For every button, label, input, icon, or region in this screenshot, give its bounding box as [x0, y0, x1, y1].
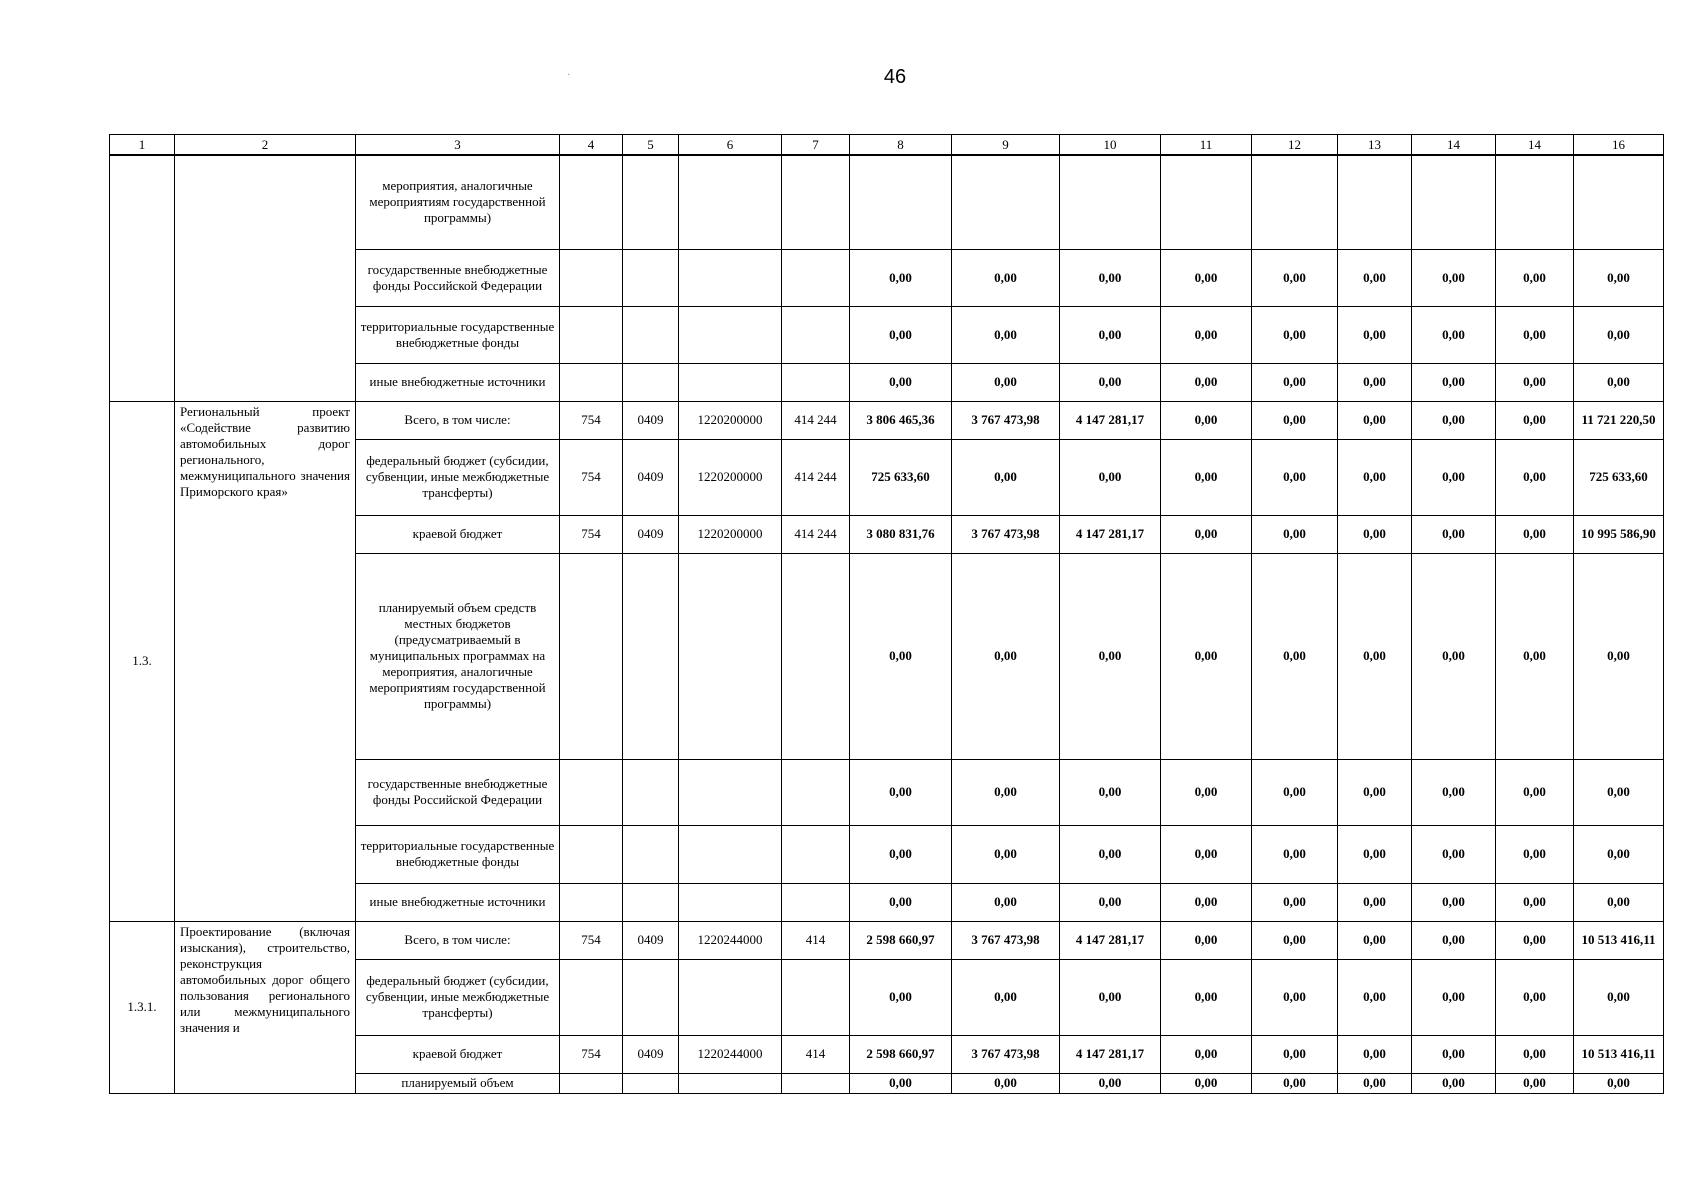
value-cell: 0,00 — [1252, 553, 1338, 759]
value-cell: 4 147 281,17 — [1060, 401, 1161, 439]
value-cell: 725 633,60 — [850, 439, 952, 515]
value-cell: 0,00 — [850, 553, 952, 759]
value-cell: 725 633,60 — [1574, 439, 1664, 515]
value-cell: 0,00 — [1412, 515, 1496, 553]
value-cell: 0,00 — [952, 883, 1060, 921]
value-cell: 0,00 — [850, 1073, 952, 1093]
source-label: Всего, в том числе: — [356, 401, 560, 439]
value-cell: 0,00 — [1574, 553, 1664, 759]
source-label: федеральный бюджет (субсидии, субвенции, иные межбюджетные трансферты) — [356, 959, 560, 1035]
value-cell: 0,00 — [1574, 363, 1664, 401]
value-cell: 3 767 473,98 — [952, 921, 1060, 959]
value-cell: 0,00 — [1060, 439, 1161, 515]
value-cell: 0,00 — [1338, 825, 1412, 883]
grbs-cell: 754 — [560, 439, 623, 515]
source-label: планируемый объем — [356, 1073, 560, 1093]
value-cell: 0,00 — [1338, 306, 1412, 363]
vr-cell: 414 — [782, 921, 850, 959]
value-cell: 0,00 — [1496, 759, 1574, 825]
header-cell: 9 — [952, 135, 1060, 156]
source-label: краевой бюджет — [356, 515, 560, 553]
value-cell: 0,00 — [1412, 553, 1496, 759]
rzpr-cell: 0409 — [623, 515, 679, 553]
value-cell: 4 147 281,17 — [1060, 921, 1161, 959]
value-cell: 0,00 — [1161, 825, 1252, 883]
value-cell: 2 598 660,97 — [850, 921, 952, 959]
value-cell: 0,00 — [1496, 1073, 1574, 1093]
value-cell: 0,00 — [1496, 959, 1574, 1035]
value-cell: 0,00 — [1338, 249, 1412, 306]
value-cell: 0,00 — [1252, 921, 1338, 959]
value-cell: 0,00 — [952, 1073, 1060, 1093]
grbs-cell: 754 — [560, 401, 623, 439]
table-header-row — [110, 135, 1664, 156]
value-cell: 0,00 — [1060, 825, 1161, 883]
value-cell: 0,00 — [1060, 759, 1161, 825]
value-cell: 0,00 — [952, 825, 1060, 883]
csr-cell: 1220200000 — [679, 401, 782, 439]
value-cell: 0,00 — [952, 363, 1060, 401]
value-cell: 0,00 — [1412, 249, 1496, 306]
item-name-cell: Проектирование (включая изыскания), строительство, реконструкция автомобильных дорог общего пользования регионального или межмуниципального значения и — [175, 921, 356, 1093]
header-cell: 7 — [782, 135, 850, 156]
value-cell: 0,00 — [1252, 439, 1338, 515]
csr-cell: 1220200000 — [679, 515, 782, 553]
value-cell: 0,00 — [1574, 306, 1664, 363]
value-cell: 0,00 — [1060, 363, 1161, 401]
value-cell: 0,00 — [1338, 553, 1412, 759]
value-cell: 0,00 — [1252, 363, 1338, 401]
value-cell: 0,00 — [850, 363, 952, 401]
rzpr-cell: 0409 — [623, 921, 679, 959]
value-cell: 0,00 — [1412, 306, 1496, 363]
source-label: федеральный бюджет (субсидии, субвенции, иные межбюджетные трансферты) — [356, 439, 560, 515]
value-cell: 0,00 — [1060, 553, 1161, 759]
value-cell: 0,00 — [1496, 883, 1574, 921]
header-cell: 14 — [1412, 135, 1496, 156]
value-cell: 0,00 — [1161, 883, 1252, 921]
value-cell: 0,00 — [1161, 306, 1252, 363]
item-number-cell: 1.3.1. — [110, 921, 175, 1093]
header-cell: 11 — [1161, 135, 1252, 156]
value-cell: 0,00 — [1496, 553, 1574, 759]
value-cell: 0,00 — [1338, 959, 1412, 1035]
value-cell: 0,00 — [1060, 249, 1161, 306]
value-cell: 0,00 — [1252, 306, 1338, 363]
value-cell: 3 806 465,36 — [850, 401, 952, 439]
value-cell: 0,00 — [1496, 515, 1574, 553]
item-name-cell — [175, 155, 356, 401]
value-cell: 0,00 — [1338, 1073, 1412, 1093]
value-cell: 0,00 — [1412, 401, 1496, 439]
value-cell: 0,00 — [1496, 825, 1574, 883]
value-cell: 0,00 — [1338, 921, 1412, 959]
value-cell: 4 147 281,17 — [1060, 515, 1161, 553]
value-cell: 0,00 — [850, 959, 952, 1035]
value-cell: 0,00 — [1574, 249, 1664, 306]
value-cell: 0,00 — [1252, 825, 1338, 883]
value-cell: 0,00 — [1496, 1035, 1574, 1073]
value-cell: 0,00 — [1338, 401, 1412, 439]
value-cell: 0,00 — [1574, 959, 1664, 1035]
value-cell: 0,00 — [1574, 883, 1664, 921]
source-label: планируемый объем средств местных бюджетов (предусматриваемый в муниципальных программах на мероприятия, аналогичные мероприятиям государственной программы) — [356, 553, 560, 759]
page-number: 46 — [883, 66, 907, 88]
source-label: мероприятия, аналогичные мероприятиям государственной программы) — [356, 155, 560, 249]
value-cell: 0,00 — [1412, 1073, 1496, 1093]
header-cell: 16 — [1574, 135, 1664, 156]
source-label: территориальные государственные внебюджетные фонды — [356, 825, 560, 883]
value-cell: 0,00 — [1161, 959, 1252, 1035]
value-cell: 0,00 — [1161, 249, 1252, 306]
header-cell: 4 — [560, 135, 623, 156]
value-cell: 0,00 — [1161, 515, 1252, 553]
header-cell: 5 — [623, 135, 679, 156]
value-cell: 0,00 — [1161, 401, 1252, 439]
value-cell: 0,00 — [1338, 363, 1412, 401]
value-cell: 3 080 831,76 — [850, 515, 952, 553]
value-cell: 3 767 473,98 — [952, 401, 1060, 439]
source-label: иные внебюджетные источники — [356, 363, 560, 401]
header-cell: 6 — [679, 135, 782, 156]
value-cell: 3 767 473,98 — [952, 515, 1060, 553]
source-label: иные внебюджетные источники — [356, 883, 560, 921]
value-cell: 0,00 — [850, 306, 952, 363]
value-cell: 0,00 — [1060, 959, 1161, 1035]
value-cell: 0,00 — [1496, 401, 1574, 439]
vr-cell: 414 244 — [782, 401, 850, 439]
table-row — [110, 401, 1664, 439]
table-row — [110, 921, 1664, 959]
value-cell: 0,00 — [1161, 1073, 1252, 1093]
vr-cell: 414 244 — [782, 515, 850, 553]
rzpr-cell: 0409 — [623, 401, 679, 439]
rzpr-cell: 0409 — [623, 439, 679, 515]
value-cell: 0,00 — [1412, 759, 1496, 825]
value-cell: 4 147 281,17 — [1060, 1035, 1161, 1073]
value-cell: 0,00 — [850, 759, 952, 825]
table-row — [110, 155, 1664, 249]
value-cell: 0,00 — [1496, 249, 1574, 306]
budget-table — [109, 134, 1664, 1094]
scan-speck: · — [567, 70, 571, 81]
value-cell: 3 767 473,98 — [952, 1035, 1060, 1073]
grbs-cell: 754 — [560, 515, 623, 553]
source-label: государственные внебюджетные фонды Российской Федерации — [356, 249, 560, 306]
header-cell: 12 — [1252, 135, 1338, 156]
value-cell: 10 513 416,11 — [1574, 1035, 1664, 1073]
value-cell: 0,00 — [1574, 1073, 1664, 1093]
value-cell: 0,00 — [850, 883, 952, 921]
value-cell: 0,00 — [1252, 1035, 1338, 1073]
value-cell: 0,00 — [1252, 515, 1338, 553]
csr-cell: 1220200000 — [679, 439, 782, 515]
source-label: Всего, в том числе: — [356, 921, 560, 959]
value-cell: 0,00 — [1161, 363, 1252, 401]
value-cell: 0,00 — [1574, 825, 1664, 883]
header-cell: 10 — [1060, 135, 1161, 156]
csr-cell: 1220244000 — [679, 1035, 782, 1073]
rzpr-cell: 0409 — [623, 1035, 679, 1073]
value-cell: 0,00 — [1252, 759, 1338, 825]
value-cell: 0,00 — [1412, 439, 1496, 515]
header-cell: 13 — [1338, 135, 1412, 156]
value-cell: 0,00 — [952, 439, 1060, 515]
value-cell: 0,00 — [1496, 363, 1574, 401]
header-cell: 8 — [850, 135, 952, 156]
value-cell: 0,00 — [1060, 306, 1161, 363]
value-cell: 0,00 — [1161, 921, 1252, 959]
csr-cell: 1220244000 — [679, 921, 782, 959]
value-cell: 0,00 — [1161, 439, 1252, 515]
source-label: краевой бюджет — [356, 1035, 560, 1073]
value-cell: 0,00 — [1574, 759, 1664, 825]
grbs-cell: 754 — [560, 921, 623, 959]
value-cell: 0,00 — [952, 249, 1060, 306]
vr-cell: 414 — [782, 1035, 850, 1073]
value-cell: 0,00 — [1161, 1035, 1252, 1073]
vr-cell: 414 244 — [782, 439, 850, 515]
source-label: государственные внебюджетные фонды Российской Федерации — [356, 759, 560, 825]
value-cell: 0,00 — [850, 825, 952, 883]
value-cell: 0,00 — [1496, 439, 1574, 515]
value-cell: 0,00 — [1252, 401, 1338, 439]
value-cell: 11 721 220,50 — [1574, 401, 1664, 439]
value-cell: 0,00 — [1252, 883, 1338, 921]
value-cell: 0,00 — [1252, 1073, 1338, 1093]
value-cell: 0,00 — [1338, 515, 1412, 553]
value-cell: 0,00 — [1338, 883, 1412, 921]
value-cell: 0,00 — [952, 759, 1060, 825]
source-label: территориальные государственные внебюджетные фонды — [356, 306, 560, 363]
value-cell: 0,00 — [1338, 439, 1412, 515]
item-number-cell: 1.3. — [110, 401, 175, 921]
value-cell: 0,00 — [1060, 883, 1161, 921]
value-cell: 0,00 — [1412, 363, 1496, 401]
value-cell: 0,00 — [1496, 921, 1574, 959]
value-cell: 0,00 — [1060, 1073, 1161, 1093]
item-name-cell: Региональный проект «Содействие развитию автомобильных дорог регионального, межмуниципального значения Приморского края» — [175, 401, 356, 921]
header-cell: 3 — [356, 135, 560, 156]
value-cell: 0,00 — [1412, 921, 1496, 959]
value-cell: 10 513 416,11 — [1574, 921, 1664, 959]
grbs-cell: 754 — [560, 1035, 623, 1073]
value-cell: 10 995 586,90 — [1574, 515, 1664, 553]
value-cell: 0,00 — [952, 306, 1060, 363]
value-cell: 0,00 — [1412, 825, 1496, 883]
value-cell: 0,00 — [1338, 1035, 1412, 1073]
value-cell: 0,00 — [952, 959, 1060, 1035]
value-cell: 0,00 — [1412, 883, 1496, 921]
value-cell: 0,00 — [1252, 959, 1338, 1035]
item-number-cell — [110, 155, 175, 401]
header-cell: 2 — [175, 135, 356, 156]
value-cell: 0,00 — [1338, 759, 1412, 825]
value-cell: 2 598 660,97 — [850, 1035, 952, 1073]
value-cell: 0,00 — [952, 553, 1060, 759]
value-cell: 0,00 — [850, 249, 952, 306]
value-cell: 0,00 — [1496, 306, 1574, 363]
value-cell: 0,00 — [1252, 249, 1338, 306]
header-cell: 1 — [110, 135, 175, 156]
value-cell: 0,00 — [1161, 759, 1252, 825]
header-cell: 14 — [1496, 135, 1574, 156]
value-cell: 0,00 — [1412, 959, 1496, 1035]
value-cell: 0,00 — [1161, 553, 1252, 759]
value-cell: 0,00 — [1412, 1035, 1496, 1073]
